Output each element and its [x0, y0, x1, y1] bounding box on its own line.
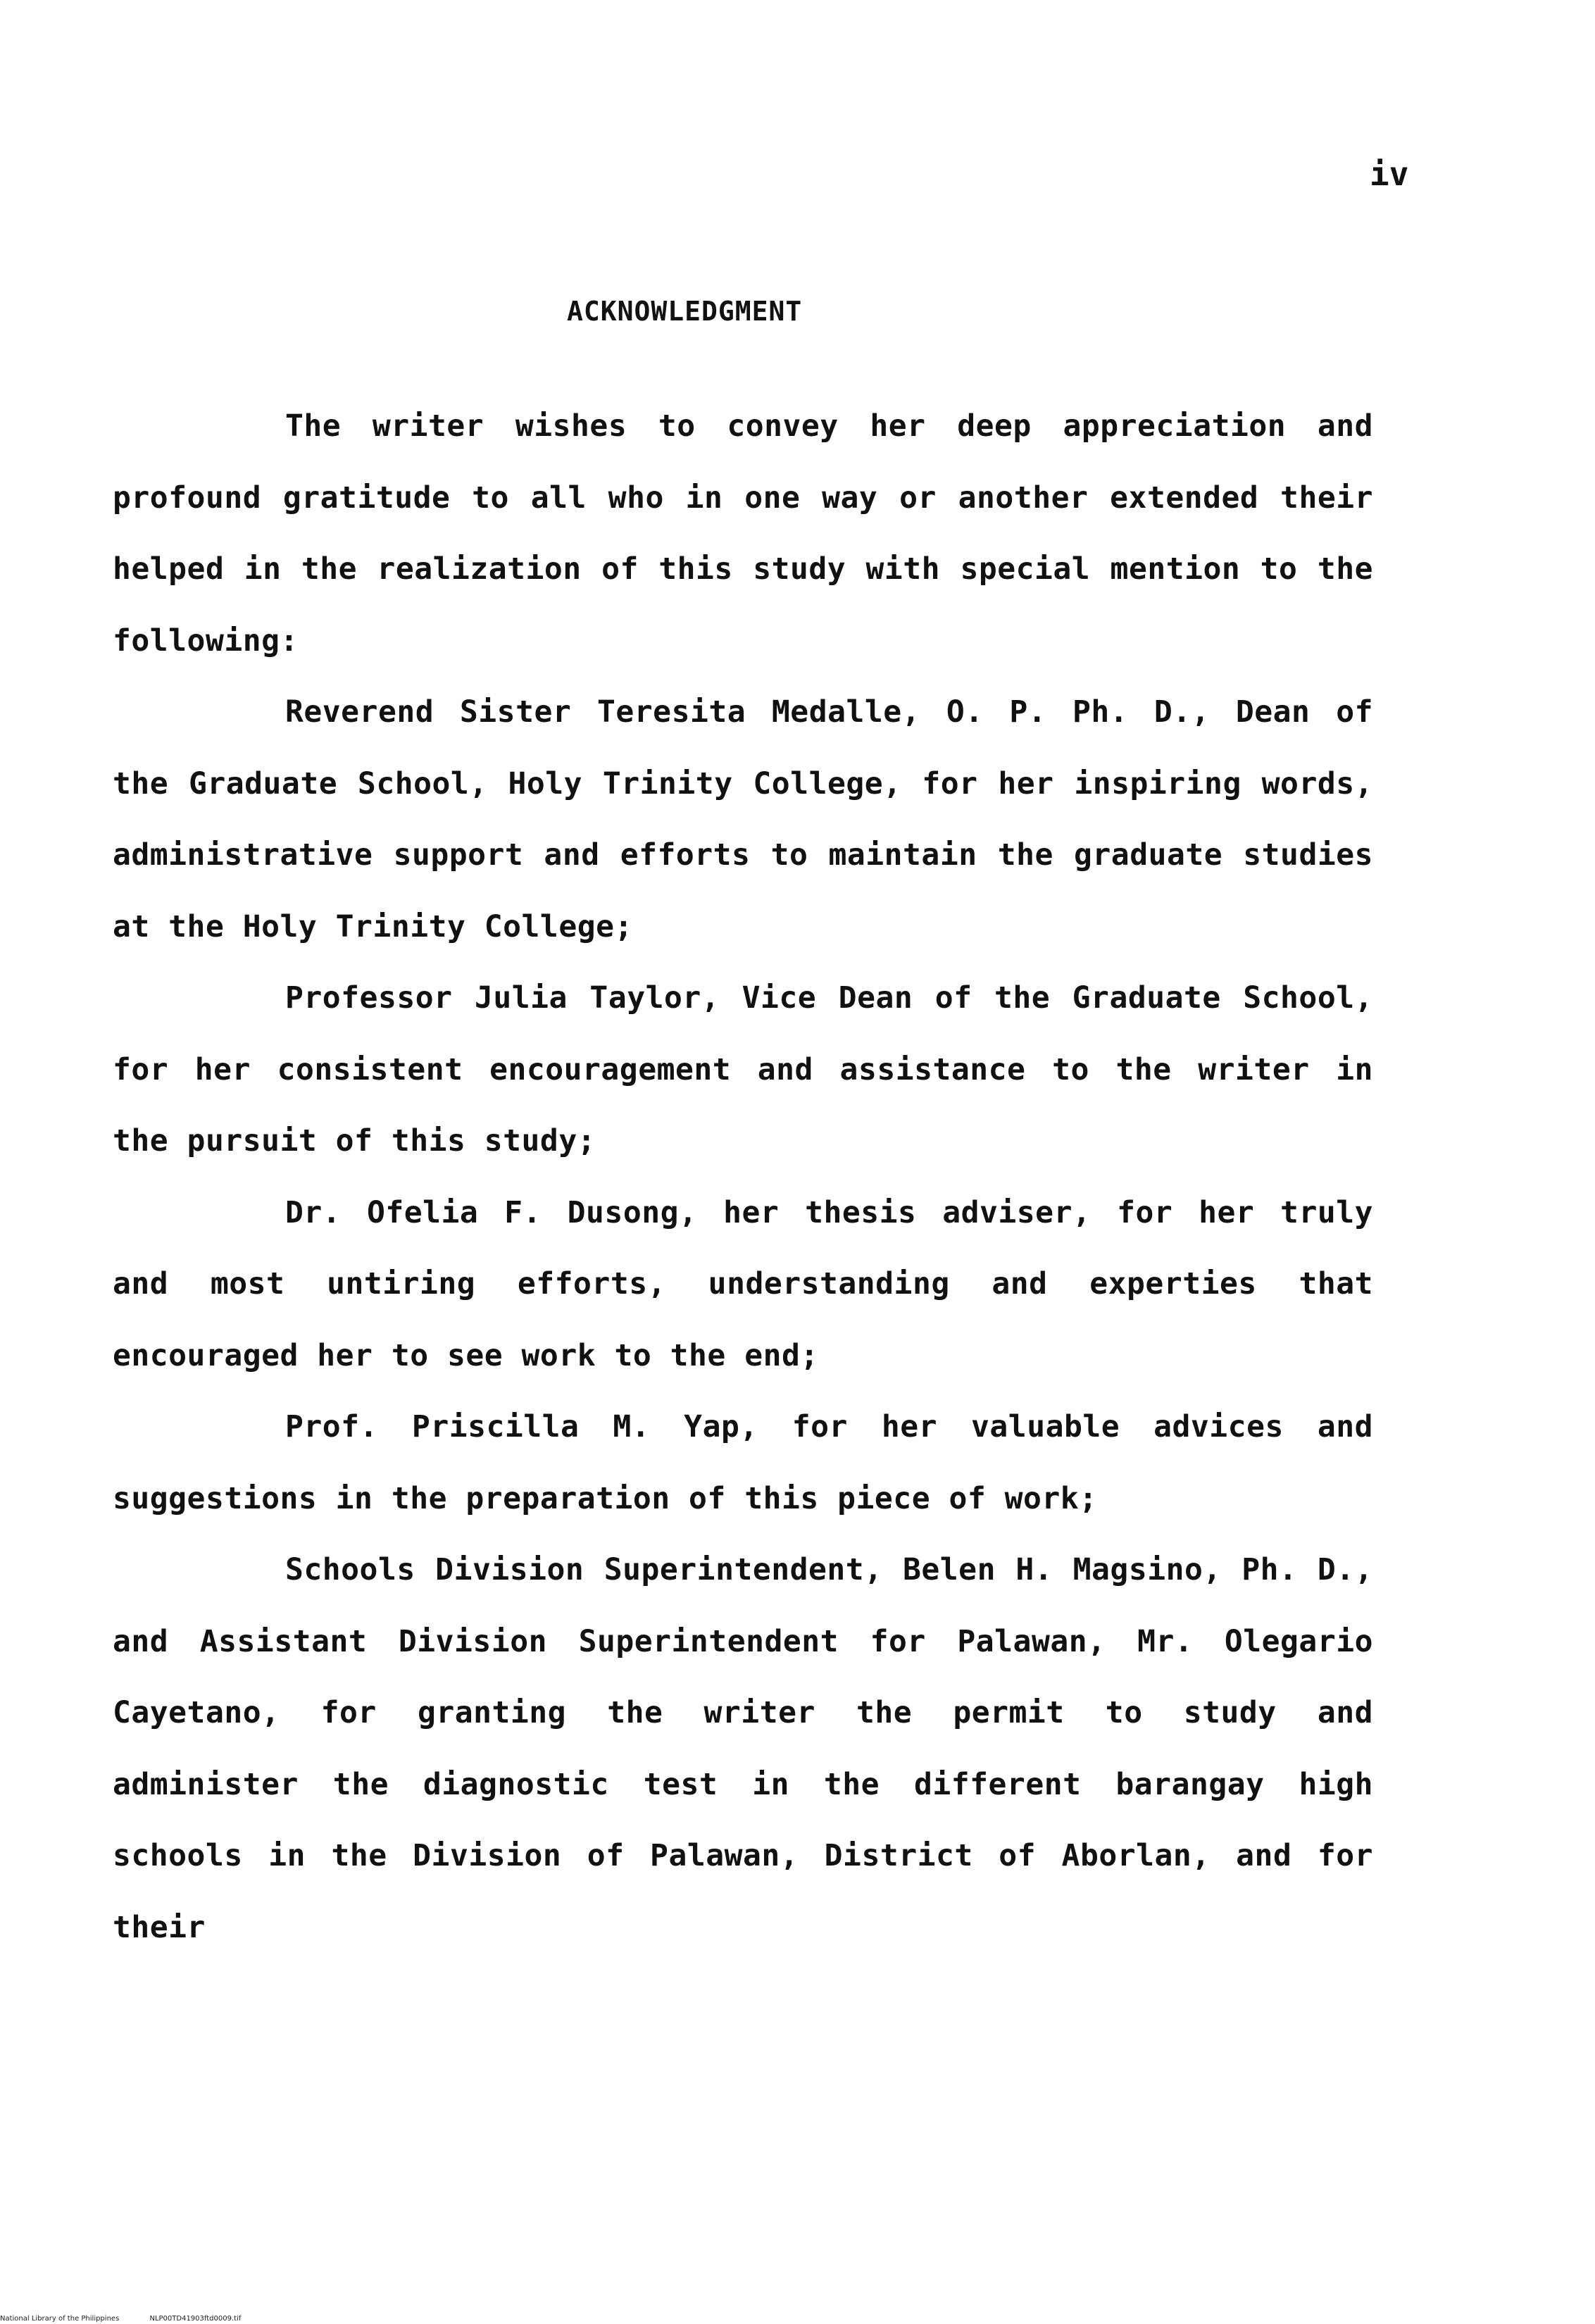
page-title: ACKNOWLEDGMENT: [567, 296, 803, 327]
footer-library: National Library of the Philippines: [0, 2315, 120, 2323]
paragraph-adviser: Dr. Ofelia F. Dusong, her thesis adviser, for her truly and most untiring efforts, understanding and experties that encouraged her to see work to the end;: [113, 1194, 1373, 1373]
paragraph-intro: The writer wishes to convey her deep appreciation and profound gratitude to all who in one way or another extended their helped in the realization of this study with special mention to the following:: [113, 408, 1373, 658]
paragraph-superintendent: Schools Division Superintendent, Belen H. Magsino, Ph. D., and Assistant Division Superintendent for Palawan, Mr. Olegario Cayetano, for granting the writer the permit to study and administer the diagnostic test in the different barangay high schools in the Division of Palawan, District of Aborlan, and for their: [113, 1552, 1373, 1945]
page-number: iv: [1370, 155, 1409, 193]
footer-file: NLP00TD41903ftd0009.tif: [149, 2315, 242, 2323]
acknowledgment-body: [113, 391, 1373, 1963]
scan-footer: [0, 2315, 269, 2323]
paragraph-professor: Prof. Priscilla M. Yap, for her valuable advices and suggestions in the preparation of this piece of work;: [113, 1409, 1373, 1516]
paragraph-dean: Reverend Sister Teresita Medalle, O. P. Ph. D., Dean of the Graduate School, Holy Trinity College, for her inspiring words, administrative support and efforts to maintain the graduate studies at the Holy Trinity College;: [113, 694, 1373, 944]
paragraph-vice-dean: Professor Julia Taylor, Vice Dean of the Graduate School, for her consistent encouragement and assistance to the writer in the pursuit of this study;: [113, 980, 1373, 1158]
